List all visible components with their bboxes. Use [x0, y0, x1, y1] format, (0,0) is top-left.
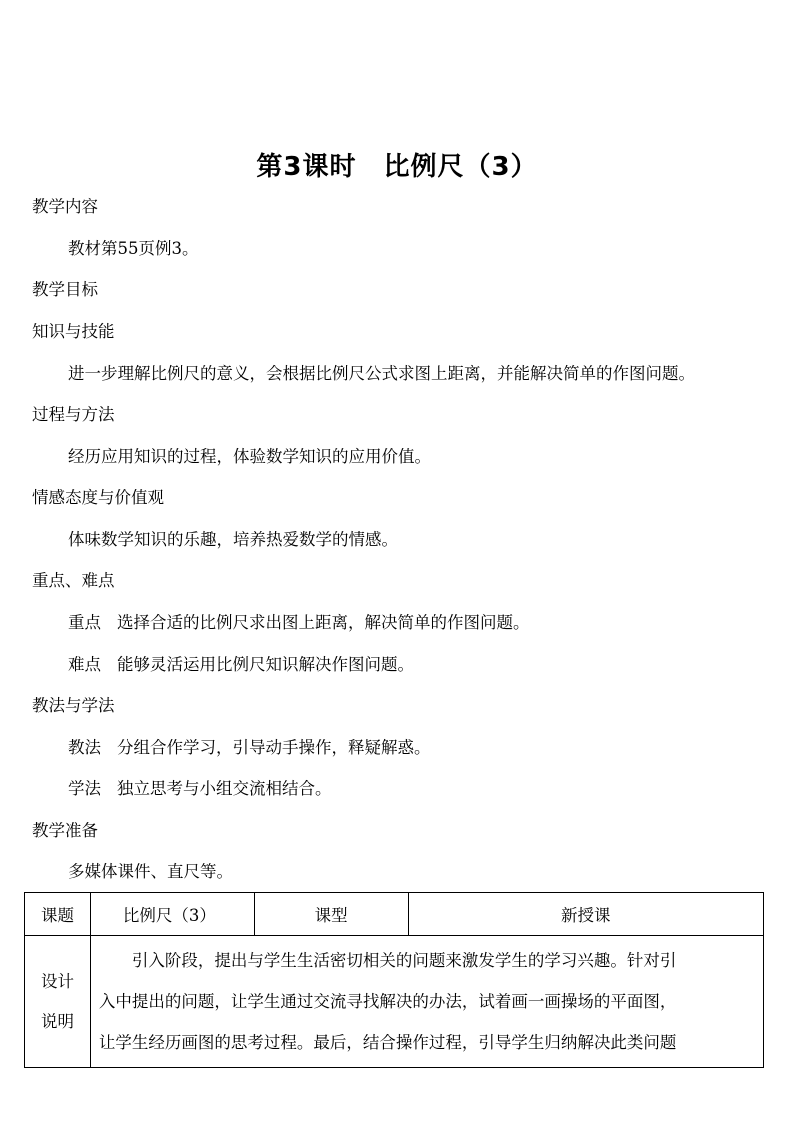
- teaching-content-text: 教材第55页例3。: [68, 239, 199, 258]
- design-description-cell: [90, 936, 763, 1068]
- teaching-prep-text: 多媒体课件、直尺等。: [68, 862, 233, 881]
- teach-method-label: 教法: [68, 738, 101, 757]
- table-row: [25, 893, 764, 936]
- topic-value-cell: 比例尺（3）: [90, 893, 254, 936]
- design-label-bottom: 说明: [40, 1011, 74, 1031]
- design-line-3: 让学生经历画图的思考过程。最后，结合操作过程，引导学生归纳解决此类问题: [98, 1033, 677, 1052]
- heading-teaching-prep: 教学准备: [32, 821, 98, 840]
- key-point-line: [68, 612, 530, 634]
- table-row: [25, 936, 764, 1068]
- heading-key-difficult: 重点、难点: [32, 571, 115, 590]
- page-title: 第3课时 比例尺（3）: [256, 152, 538, 182]
- difficulty-line: [68, 654, 414, 676]
- design-label-cell: [25, 936, 91, 1068]
- difficulty-label: 难点: [68, 655, 101, 674]
- process-method-text: 经历应用知识的过程，体验数学知识的应用价值。: [68, 447, 431, 466]
- type-value-cell: 新授课: [408, 893, 763, 936]
- knowledge-skills-text: 进一步理解比例尺的意义，会根据比例尺公式求图上距离，并能解决简单的作图问题。: [68, 364, 695, 383]
- design-line-2: 入中提出的问题，让学生通过交流寻找解决的办法，试着画一画操场的平面图，: [98, 992, 677, 1011]
- heading-process-method: 过程与方法: [32, 405, 115, 424]
- topic-label-cell: 课题: [25, 893, 91, 936]
- design-label-top: 设计: [40, 971, 74, 991]
- heading-emotion-values: 情感态度与价值观: [32, 488, 164, 507]
- teach-method-line: [68, 737, 431, 759]
- key-point-text: 选择合适的比例尺求出图上距离，解决简单的作图问题。: [117, 613, 530, 632]
- type-label-cell: 课型: [254, 893, 408, 936]
- heading-teaching-goals: 教学目标: [32, 280, 98, 299]
- emotion-values-text: 体味数学知识的乐趣，培养热爱数学的情感。: [68, 530, 398, 549]
- heading-teach-learn-method: 教法与学法: [32, 696, 115, 715]
- heading-knowledge-skills: 知识与技能: [32, 322, 115, 341]
- difficulty-text: 能够灵活运用比例尺知识解决作图问题。: [117, 655, 414, 674]
- key-point-label: 重点: [68, 613, 101, 632]
- learn-method-label: 学法: [68, 779, 101, 798]
- learn-method-line: [68, 778, 332, 800]
- design-line-1: 引入阶段，提出与学生生活密切相关的问题来激发学生的学习兴趣。针对引: [98, 951, 677, 970]
- learn-method-text: 独立思考与小组交流相结合。: [117, 779, 332, 798]
- heading-teaching-content: 教学内容: [32, 197, 98, 216]
- lesson-info-table: [24, 892, 764, 1068]
- teach-method-text: 分组合作学习，引导动手操作，释疑解惑。: [117, 738, 431, 757]
